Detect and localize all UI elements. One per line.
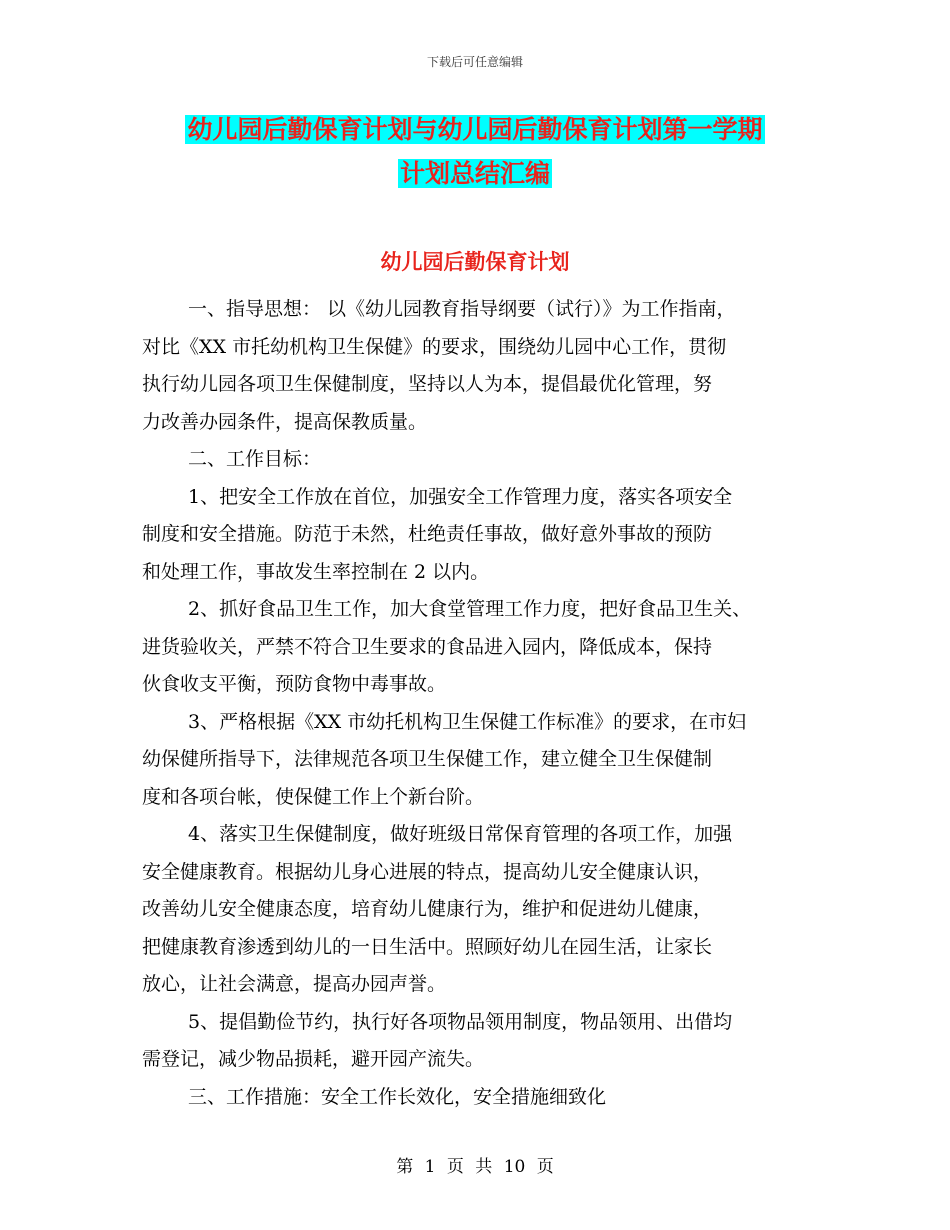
body-line: 度和各项台帐，使保健工作上个新台阶。 [142, 785, 485, 808]
body-line: 三、工作措施：安全工作长效化，安全措施细致化 [188, 1085, 607, 1108]
body-line: 二、工作目标： [188, 448, 322, 470]
body-line: 和处理工作，事故发生率控制在 2 以内。 [142, 560, 490, 583]
page-footer: 第 1 页 共 10 页 [396, 1157, 554, 1177]
body-line: 把健康教育渗透到幼儿的一日生活中。照顾好幼儿在园生活，让家长 [142, 935, 713, 958]
body-line: 伙食收支平衡，预防食物中毒事故。 [142, 673, 447, 695]
body-line: 制度和安全措施。防范于未然，杜绝责任事故，做好意外事故的预防 [142, 523, 713, 545]
body-line: 2、抓好食品卫生工作，加大食堂管理工作力度，把好食品卫生关、 [188, 598, 752, 620]
body-text [142, 291, 822, 1116]
body-line: 对比《XX 市托幼机构卫生保健》的要求，围绕幼儿园中心工作，贯彻 [142, 335, 727, 358]
document-title-text-2: 计划总结汇编 [399, 159, 550, 188]
document-title-line-2 [0, 156, 950, 192]
body-line: 放心，让社会满意，提高办园声誉。 [142, 973, 447, 995]
header-note: 下载后可任意编辑 [426, 55, 523, 69]
body-line: 幼保健所指导下，法律规范各项卫生保健工作，建立健全卫生保健制 [142, 748, 713, 770]
body-line: 5、提倡勤俭节约，执行好各项物品领用制度，物品领用、出借均 [188, 1010, 733, 1033]
body-line: 一、指导思想： 以《幼儿园教育指导纲要（试行）》为工作指南， [188, 298, 736, 320]
body-line: 需登记，减少物品损耗，避开园产流失。 [142, 1048, 485, 1070]
body-line: 1、把安全工作放在首位，加强安全工作管理力度，落实各项安全 [188, 485, 733, 508]
document-title-text-1: 幼儿园后勤保育计划与幼儿园后勤保育计划第一学期 [187, 115, 763, 144]
body-line: 3、严格根据《XX 市幼托机构卫生保健工作标准》的要求，在市妇 [188, 710, 747, 733]
body-line: 4、落实卫生保健制度，做好班级日常保育管理的各项工作，加强 [188, 823, 733, 845]
document-title-line-1 [0, 112, 950, 148]
section-title: 幼儿园后勤保育计划 [380, 250, 570, 274]
body-line: 执行幼儿园各项卫生保健制度，坚持以人为本，提倡最优化管理，努 [142, 373, 713, 395]
body-line: 改善幼儿安全健康态度，培育幼儿健康行为，维护和促进幼儿健康， [142, 898, 713, 920]
body-line: 安全健康教育。根据幼儿身心进展的特点，提高幼儿安全健康认识， [142, 860, 713, 883]
body-line: 进货验收关，严禁不符合卫生要求的食品进入园内，降低成本，保持 [142, 635, 713, 658]
body-line: 力改善办园条件，提高保教质量。 [142, 410, 428, 433]
